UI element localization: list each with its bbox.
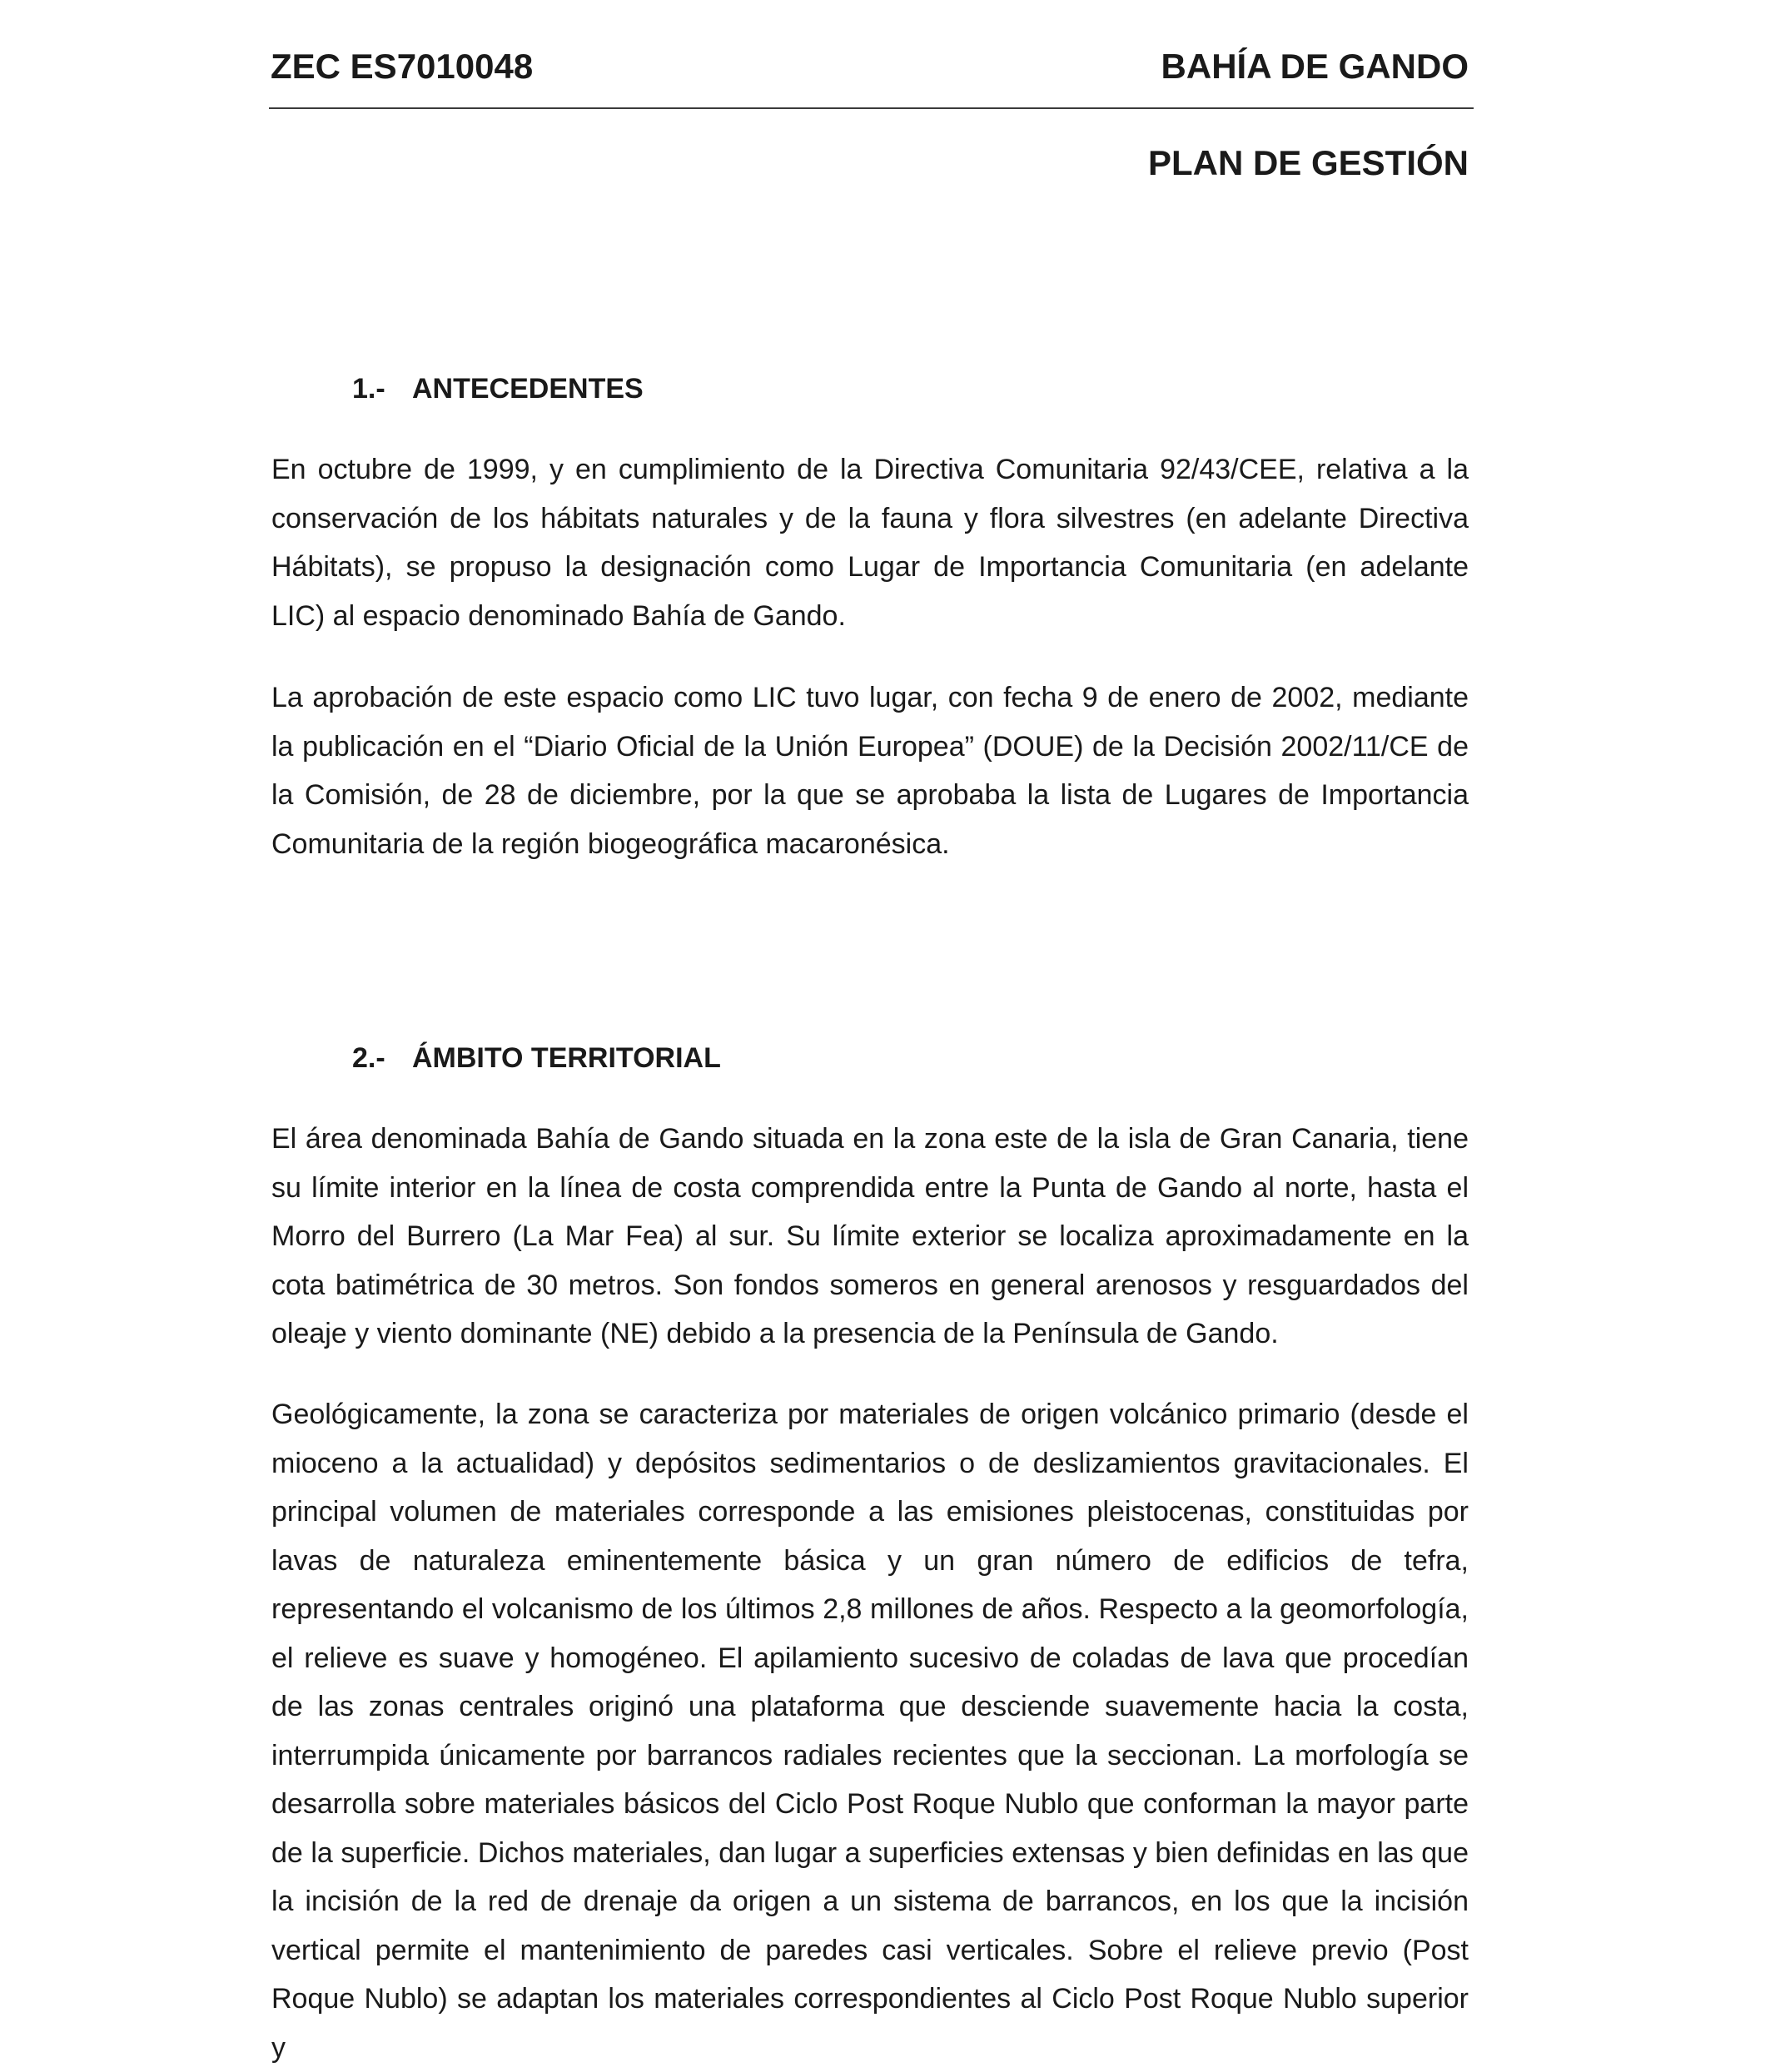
section-title: ÁMBITO TERRITORIAL: [412, 1042, 721, 1074]
paragraph: En octubre de 1999, y en cumplimiento de la Directiva Comunitaria 92/43/CEE, relativa a la conservación de los hábitats naturales y de la fauna y flora silvestres (en adelante Directiva Hábitats), se propuso la designación como Lugar de Importancia Comunitaria (en adelante LIC) al espacio denominado Bahía de Gando.: [271, 454, 1469, 632]
section-number: 1.-: [352, 373, 385, 405]
section-heading-ambito-territorial: [352, 1038, 721, 1078]
document-subtitle: PLAN DE GESTIÓN: [1147, 143, 1469, 182]
header-site-code: ZEC ES7010048: [271, 47, 534, 86]
section-heading-antecedentes: [352, 369, 644, 409]
paragraph: La aprobación de este espacio como LIC tuvo lugar, con fecha 9 de enero de 2002, mediante la publicación en el “Diario Oficial de la Unión Europea” (DOUE) de la Decisión 2002/11/CE de la Comisión, de 28 de diciembre, por la que se aprobaba la lista de Lugares de Importancia Comunitaria de la región biogeográfica macaronésica.: [271, 682, 1469, 860]
section-number: 2.-: [352, 1042, 385, 1074]
section-title: ANTECEDENTES: [412, 373, 644, 405]
header-site-name: BAHÍA DE GANDO: [1161, 47, 1469, 86]
page-header: [269, 42, 1472, 92]
header-divider: [269, 107, 1474, 109]
paragraph: El área denominada Bahía de Gando situada en la zona este de la isla de Gran Canaria, tiene su límite interior en la línea de costa comprendida entre la Punta de Gando al norte, hasta el Morro del Burrero (La Mar Fea) al sur. Su límite exterior se localiza aproximadamente en la cota batimétrica de 30 metros. Son fondos someros en general arenosos y resguardados del oleaje y viento dominante (NE) debido a la presencia de la Península de Gando.: [271, 1123, 1469, 1349]
paragraph: Geológicamente, la zona se caracteriza por materiales de origen volcánico primario (desde el mioceno a la actualidad) y depósitos sedimentarios o de deslizamientos gravitacionales. El principal volumen de materiales corresponde a las emisiones pleistocenas, constituidas por lavas de naturaleza eminentemente básica y un gran número de edificios de tefra, representando el volcanismo de los últimos 2,8 millones de años. Respecto a la geomorfología, el relieve es suave y homogéneo. El apilamiento sucesivo de coladas de lava que procedían de las zonas centrales originó una plataforma que desciende suavemente hacia la costa, interrumpida únicamente por barrancos radiales recientes que la seccionan. La morfología se desarrolla sobre materiales básicos del Ciclo Post Roque Nublo que conforman la mayor parte de la superficie. Dichos materiales, dan lugar a superficies extensas y bien definidas en las que la incisión de la red de drenaje da origen a un sistema de barrancos, en los que la incisión vertical permite el mantenimiento de paredes casi verticales. Sobre el relieve previo (Post Roque Nublo) se adaptan los materiales correspondientes al Ciclo Post Roque Nublo superior y: [271, 1399, 1469, 2064]
